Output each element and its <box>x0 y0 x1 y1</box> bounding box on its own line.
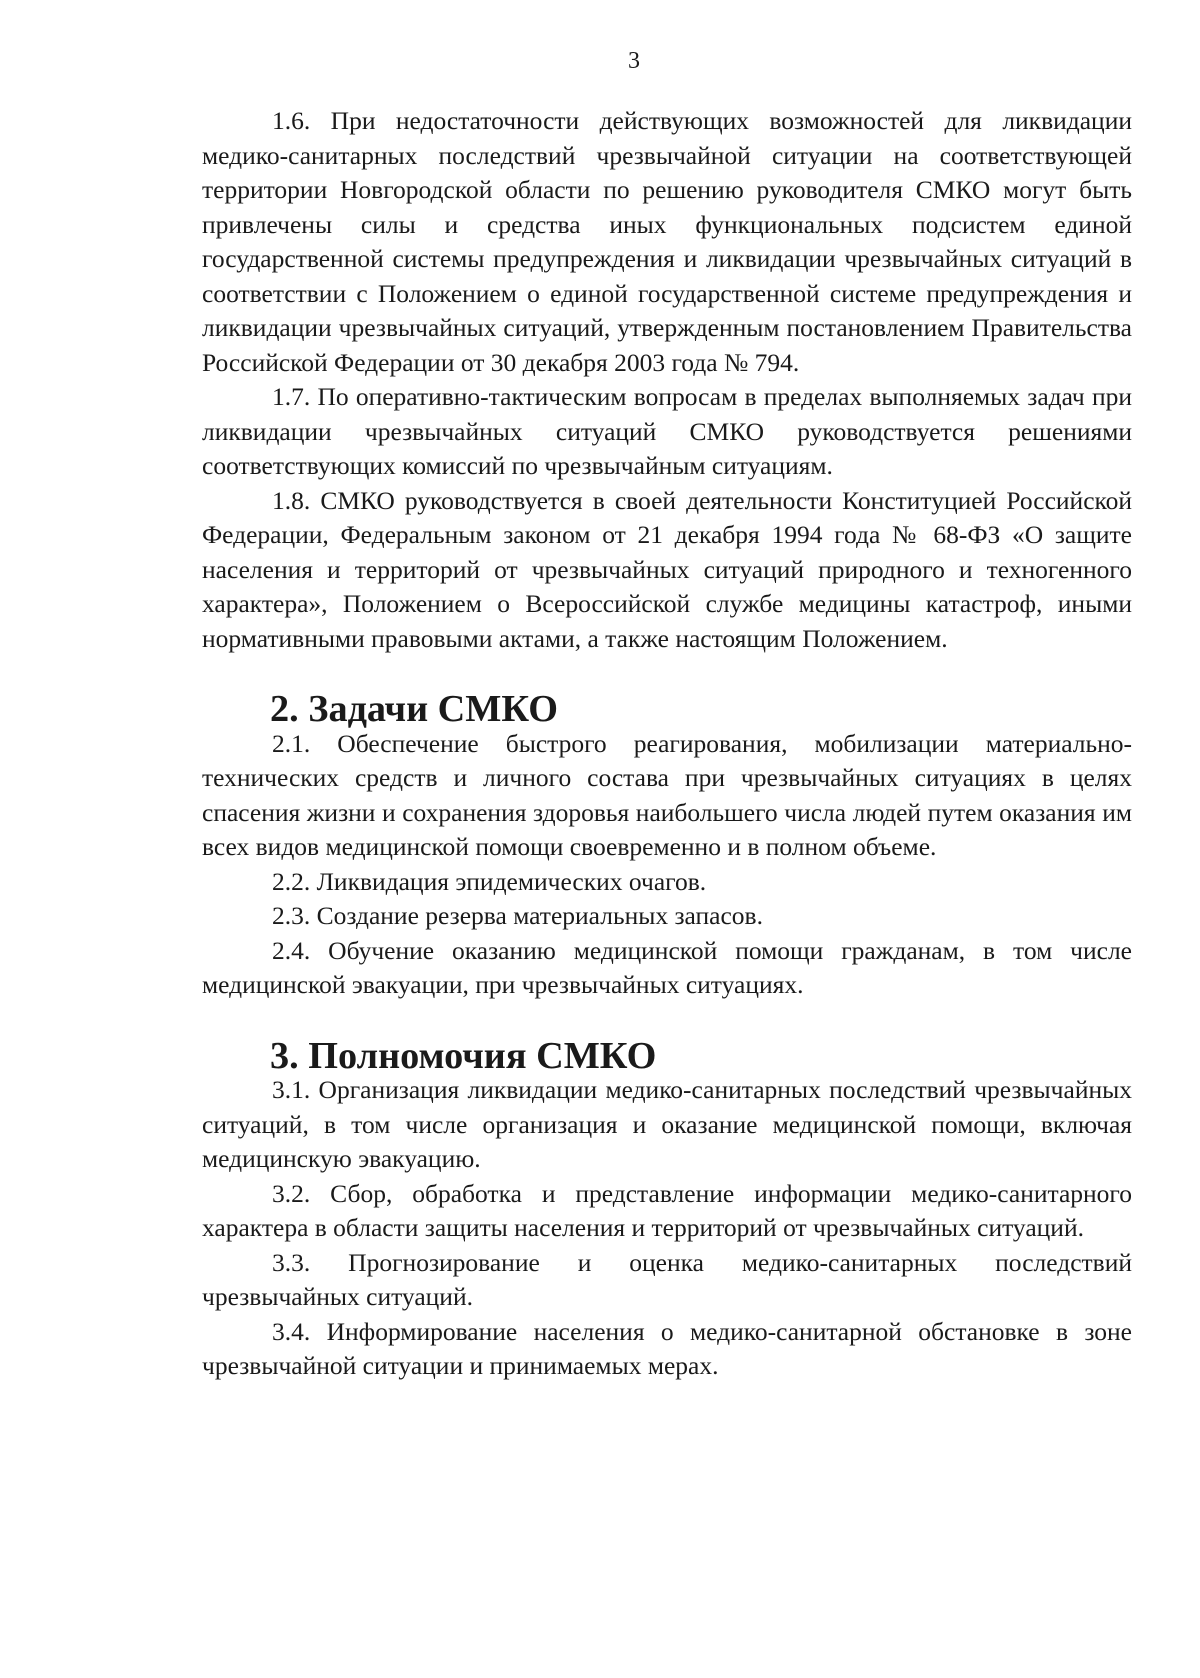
paragraph-2-4: 2.4. Обучение оказанию медицинской помощи гражданам, в том числе медицинской эвакуации, при чрезвычайных ситуациях. <box>202 935 1132 999</box>
paragraph-1-6: 1.6. При недостаточности действующих возможностей для ликвидации медико-санитарных последствий чрезвычайной ситуации на соответствующей территории Новгородской области по решению руководителя СМКО могут быть привлечены силы и средства иных функциональных подсистем единой государственной системы предупреждения и ликвидации чрезвычайных ситуаций в соответствии с Положением о единой государственной системе предупреждения и ликвидации чрезвычайных ситуаций, утвержденным постановлением Правительства Российской Федерации от 30 декабря 2003 года № 794. <box>202 106 1132 377</box>
paragraph-1-7: 1.7. По оперативно-тактическим вопросам в пределах выполняемых задач при ликвидации чрезвычайных ситуаций СМКО руководствуется решениями соответствующих комиссий по чрезвычайным ситуациям. <box>202 382 1132 480</box>
paragraph-3-4: 3.4. Информирование населения о медико-санитарной обстановке в зоне чрезвычайной ситуации и принимаемых мерах. <box>202 1316 1132 1380</box>
paragraph-3-1: 3.1. Организация ликвидации медико-санитарных последствий чрезвычайных ситуаций, в том числе организация и оказание медицинской помощи, включая медицинскую эвакуацию. <box>202 1075 1132 1173</box>
paragraph-1-8: 1.8. СМКО руководствуется в своей деятельности Конституцией Российской Федерации, Федеральным законом от 21 декабря 1994 года № 68-ФЗ «О защите населения и территорий от чрезвычайных ситуаций природного и техногенного характера», Положением о Всероссийской службе медицины катастроф, иными нормативными правовыми актами, а также настоящим Положением. <box>202 485 1132 653</box>
section-heading-powers: 3. Полномочия СМКО <box>270 1034 657 1077</box>
paragraph-2-1: 2.1. Обеспечение быстрого реагирования, мобилизации материально-технических средств и личного состава при чрезвычайных ситуациях в целях спасения жизни и сохранения здоровья наибольшего числа людей путем оказания им всех видов медицинской помощи своевременно и в полном объеме. <box>202 728 1132 861</box>
section-heading-tasks: 2. Задачи СМКО <box>270 688 558 730</box>
paragraph-2-3: 2.3. Создание резерва материальных запасов. <box>272 901 763 930</box>
paragraph-3-3: 3.3. Прогнозирование и оценка медико-санитарных последствий чрезвычайных ситуаций. <box>202 1247 1132 1311</box>
page-number: 3 <box>628 48 640 74</box>
paragraph-2-2: 2.2. Ликвидация эпидемических очагов. <box>272 866 707 896</box>
paragraph-3-2: 3.2. Сбор, обработка и представление информации медико-санитарного характера в области защиты населения и территорий от чрезвычайных ситуаций. <box>202 1178 1132 1242</box>
document-body <box>202 104 1132 1384</box>
